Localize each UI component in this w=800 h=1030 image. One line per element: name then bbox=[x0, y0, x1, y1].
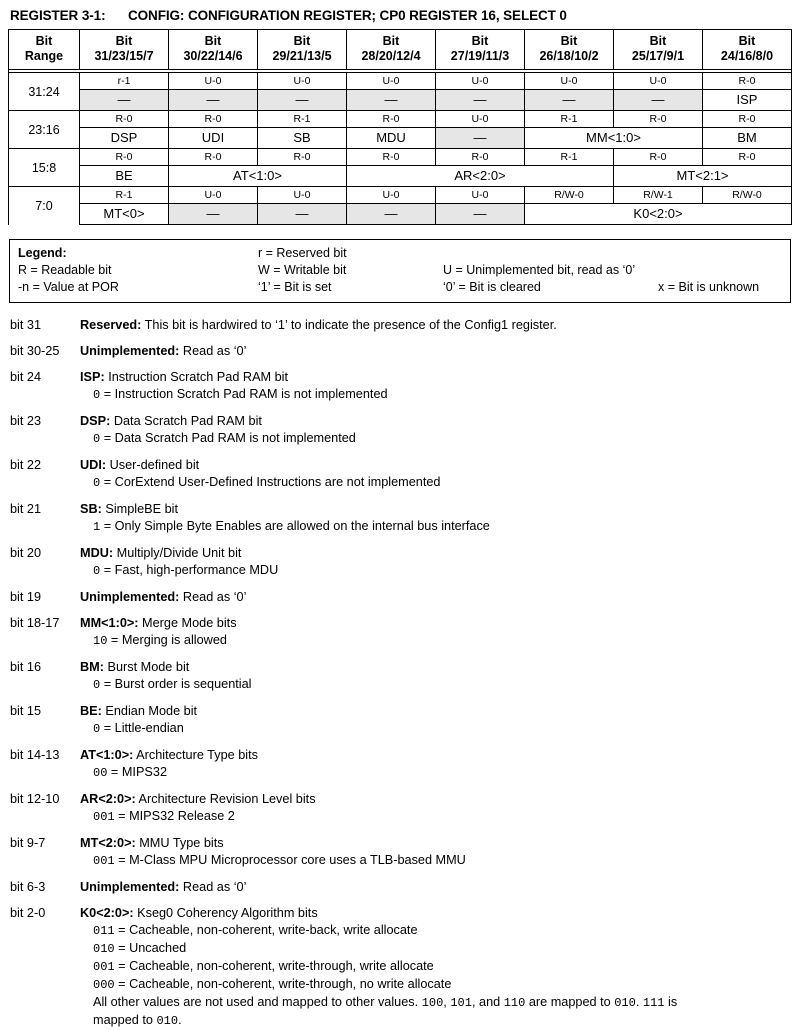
bit-attribute-cell: R/W-0 bbox=[525, 187, 614, 204]
bit-value-code: 001 bbox=[93, 810, 115, 824]
bit-field-name: UDI: bbox=[80, 458, 107, 472]
bit-range-cell: 23:16 bbox=[9, 111, 80, 149]
bit-attribute-cell: R-1 bbox=[525, 111, 614, 128]
column-header-line2: 26/18/10/2 bbox=[539, 49, 599, 63]
bit-description-body bbox=[80, 747, 792, 782]
bit-number-label: bit 14-13 bbox=[10, 748, 60, 762]
bit-value-line bbox=[80, 958, 752, 976]
bit-description-body bbox=[80, 835, 792, 870]
bit-description-body bbox=[80, 413, 792, 448]
bit-value-text: = Only Simple Byte Enables are allowed on the internal bus interface bbox=[100, 519, 490, 533]
bit-field-name-cell: DSP bbox=[80, 128, 169, 149]
bit-field-desc: Architecture Revision Level bits bbox=[135, 792, 316, 806]
bit-value-code: 0 bbox=[93, 476, 101, 490]
bit-description-item bbox=[8, 457, 792, 492]
legend-cell bbox=[443, 245, 658, 262]
bit-field-empty-cell: — bbox=[436, 204, 525, 225]
column-header-line1: Bit bbox=[204, 34, 222, 48]
bit-value-code: 010 bbox=[93, 942, 115, 956]
column-header-line1: Bit bbox=[738, 34, 756, 48]
table-row bbox=[9, 204, 792, 225]
bit-field-name-cell: MT<2:1> bbox=[614, 166, 792, 187]
bit-value-text: = MIPS32 Release 2 bbox=[114, 809, 235, 823]
bit-value-line bbox=[80, 386, 752, 404]
bit-field-name: K0<2:0>: bbox=[80, 906, 134, 920]
bit-number-label: bit 19 bbox=[10, 590, 42, 604]
column-header-3 bbox=[258, 30, 347, 70]
bit-value-line bbox=[80, 632, 752, 650]
bit-note-code: 100 bbox=[421, 996, 444, 1010]
bit-field-empty-cell: — bbox=[436, 90, 525, 111]
bit-attribute-cell: R-0 bbox=[80, 111, 169, 128]
bit-field-name-cell: ISP bbox=[703, 90, 792, 111]
bit-value-text: = Data Scratch Pad RAM is not implemented bbox=[100, 431, 356, 445]
table-row bbox=[9, 166, 792, 187]
bit-value-code: 10 bbox=[93, 634, 108, 648]
bit-description-body bbox=[80, 343, 792, 360]
column-header-line2: 28/20/12/4 bbox=[361, 49, 421, 63]
bit-description-item bbox=[8, 545, 792, 580]
bit-field-name: Unimplemented: bbox=[80, 880, 180, 894]
bit-attribute-cell: R-0 bbox=[80, 149, 169, 166]
bit-description-item bbox=[8, 589, 792, 606]
column-header-8 bbox=[703, 30, 792, 70]
bit-value-code: 1 bbox=[93, 520, 101, 534]
bit-field-empty-cell: — bbox=[347, 204, 436, 225]
legend-row bbox=[10, 245, 790, 262]
legend-cell: x = Bit is unknown bbox=[658, 280, 760, 294]
column-header-line1: Bit bbox=[115, 34, 133, 48]
bit-attribute-cell: R-0 bbox=[169, 149, 258, 166]
bit-value-line bbox=[80, 676, 752, 694]
column-header-line1: Bit bbox=[471, 34, 489, 48]
column-header-line1: Bit bbox=[382, 34, 400, 48]
bit-value-line bbox=[80, 562, 752, 580]
legend-cell: -n = Value at POR bbox=[18, 280, 119, 294]
bit-note-code: 111 bbox=[642, 996, 665, 1010]
bit-note bbox=[80, 994, 752, 1030]
bit-description-body bbox=[80, 659, 792, 694]
bit-description-body bbox=[80, 615, 792, 650]
bit-description-item bbox=[8, 791, 792, 826]
bit-description-body bbox=[80, 905, 792, 1030]
bit-attribute-cell: R-0 bbox=[258, 149, 347, 166]
column-header-line2: 24/16/8/0 bbox=[720, 49, 774, 63]
bit-field-desc: MMU Type bits bbox=[135, 836, 224, 850]
bit-value-code: 0 bbox=[93, 722, 101, 736]
bit-attribute-cell: R/W-1 bbox=[614, 187, 703, 204]
bit-attribute-cell: U-0 bbox=[525, 73, 614, 90]
bit-description-item bbox=[8, 317, 792, 334]
legend-box bbox=[9, 239, 791, 303]
bit-attribute-cell: R-0 bbox=[703, 149, 792, 166]
bit-field-desc: User-defined bit bbox=[106, 458, 200, 472]
bit-value-line bbox=[80, 940, 752, 958]
bit-description-item bbox=[8, 835, 792, 870]
bit-note-text: . bbox=[178, 1013, 182, 1027]
bit-note-text: , and bbox=[471, 995, 504, 1009]
page-title bbox=[10, 8, 792, 23]
bit-description-item bbox=[8, 615, 792, 650]
bit-value-line bbox=[80, 720, 752, 738]
bit-field-empty-cell: — bbox=[614, 90, 703, 111]
bit-field-desc: Multiply/Divide Unit bit bbox=[113, 546, 242, 560]
legend-cell bbox=[658, 245, 790, 262]
bit-note-text: . bbox=[635, 995, 643, 1009]
register-title-label: REGISTER 3-1: bbox=[10, 8, 106, 23]
bit-description-body bbox=[80, 703, 792, 738]
bit-field-desc: Architecture Type bits bbox=[133, 748, 258, 762]
bit-value-text: = Cacheable, non-coherent, write-through, no write allocate bbox=[114, 977, 452, 991]
bit-field-desc: Read as ‘0’ bbox=[179, 880, 247, 894]
bit-descriptions bbox=[8, 317, 792, 1030]
column-header-4 bbox=[347, 30, 436, 70]
bit-value-code: 0 bbox=[93, 564, 101, 578]
bit-field-name-cell: UDI bbox=[169, 128, 258, 149]
bit-value-line bbox=[80, 430, 752, 448]
bit-field-name: BM: bbox=[80, 660, 104, 674]
bit-description-item bbox=[8, 747, 792, 782]
bit-description-item bbox=[8, 343, 792, 360]
column-header-line2: Range bbox=[24, 49, 64, 63]
bit-attribute-cell: R-0 bbox=[614, 149, 703, 166]
legend-cell: ‘0’ = Bit is cleared bbox=[443, 280, 541, 294]
bit-attribute-cell: U-0 bbox=[258, 73, 347, 90]
bit-field-name-cell: MDU bbox=[347, 128, 436, 149]
bit-value-text: = Little-endian bbox=[100, 721, 184, 735]
bit-attribute-cell: R-1 bbox=[258, 111, 347, 128]
bit-attribute-cell: U-0 bbox=[347, 187, 436, 204]
bit-number-label: bit 15 bbox=[10, 704, 42, 718]
bit-field-empty-cell: — bbox=[436, 128, 525, 149]
bit-number-label: bit 2-0 bbox=[10, 906, 46, 920]
bit-field-name: DSP: bbox=[80, 414, 111, 428]
bit-description-body bbox=[80, 879, 792, 896]
bit-description-item bbox=[8, 501, 792, 536]
bit-number-label: bit 6-3 bbox=[10, 880, 46, 894]
bit-field-heading bbox=[80, 545, 752, 562]
bit-field-heading bbox=[80, 905, 752, 922]
bit-field-name: AT<1:0>: bbox=[80, 748, 134, 762]
bit-value-line bbox=[80, 764, 752, 782]
column-header-line2: 29/21/13/5 bbox=[272, 49, 332, 63]
bit-field-empty-cell: — bbox=[169, 204, 258, 225]
bit-field-name: SB: bbox=[80, 502, 102, 516]
bit-number-label: bit 21 bbox=[10, 502, 42, 516]
bit-value-code: 00 bbox=[93, 766, 108, 780]
bit-field-name-cell: K0<2:0> bbox=[525, 204, 792, 225]
column-header-7 bbox=[614, 30, 703, 70]
bit-attribute-cell: U-0 bbox=[347, 73, 436, 90]
bit-number-label: bit 31 bbox=[10, 318, 42, 332]
bit-field-desc: Endian Mode bit bbox=[101, 704, 198, 718]
bit-attribute-cell: R-0 bbox=[169, 111, 258, 128]
bit-attribute-cell: R-0 bbox=[703, 111, 792, 128]
bit-note-text: is mapped to bbox=[93, 995, 678, 1027]
bit-field-heading bbox=[80, 615, 752, 632]
bit-attribute-cell: U-0 bbox=[436, 73, 525, 90]
bit-field-heading bbox=[80, 879, 752, 896]
bit-description-body bbox=[80, 589, 792, 606]
legend-cell: W = Writable bit bbox=[258, 263, 347, 277]
bit-description-body bbox=[80, 501, 792, 536]
bit-value-line bbox=[80, 976, 752, 994]
bit-field-empty-cell: — bbox=[169, 90, 258, 111]
column-header-line2: 27/19/11/3 bbox=[450, 49, 510, 63]
bit-field-heading bbox=[80, 791, 752, 808]
bit-field-name: Unimplemented: bbox=[80, 344, 180, 358]
bit-value-code: 0 bbox=[93, 388, 101, 402]
bit-attribute-cell: R-0 bbox=[436, 149, 525, 166]
bit-number-label: bit 22 bbox=[10, 458, 42, 472]
bit-description-body bbox=[80, 791, 792, 826]
bit-value-text: = M-Class MPU Microprocessor core uses a TLB-based MMU bbox=[114, 853, 466, 867]
bit-range-cell: 7:0 bbox=[9, 187, 80, 225]
bit-number-label: bit 9-7 bbox=[10, 836, 46, 850]
bit-attribute-cell: R-0 bbox=[703, 73, 792, 90]
bit-value-text: = Cacheable, non-coherent, write-back, write allocate bbox=[114, 923, 418, 937]
bit-field-name-cell: AR<2:0> bbox=[347, 166, 614, 187]
bit-description-item bbox=[8, 659, 792, 694]
bit-description-item bbox=[8, 369, 792, 404]
register-title-text: CONFIG: CONFIGURATION REGISTER; CP0 REGISTER 16, SELECT 0 bbox=[128, 8, 567, 23]
bit-attribute-cell: U-0 bbox=[436, 187, 525, 204]
bit-field-desc: Burst Mode bit bbox=[103, 660, 190, 674]
column-header-line1: Bit bbox=[293, 34, 311, 48]
legend-row bbox=[10, 279, 790, 296]
bit-value-line bbox=[80, 808, 752, 826]
bit-field-name: MT<2:0>: bbox=[80, 836, 136, 850]
bit-field-heading bbox=[80, 747, 752, 764]
bit-attribute-cell: U-0 bbox=[614, 73, 703, 90]
bit-note-code: 010 bbox=[156, 1014, 179, 1028]
bit-value-text: = Uncached bbox=[114, 941, 187, 955]
bit-note-text: All other values are not used and mapped to other values. bbox=[93, 995, 422, 1009]
column-header-line2: 31/23/15/7 bbox=[94, 49, 154, 63]
bit-number-label: bit 30-25 bbox=[10, 344, 60, 358]
bit-field-name: Reserved: bbox=[80, 318, 142, 332]
column-header-2 bbox=[169, 30, 258, 70]
table-row bbox=[9, 90, 792, 111]
bit-field-heading bbox=[80, 413, 752, 430]
bit-value-text: = Merging is allowed bbox=[107, 633, 227, 647]
bit-attribute-cell: R-0 bbox=[347, 111, 436, 128]
bit-field-desc: Merge Mode bits bbox=[138, 616, 237, 630]
bit-value-code: 001 bbox=[93, 960, 115, 974]
table-body bbox=[9, 70, 792, 225]
bit-value-text: = CorExtend User-Defined Instructions are not implemented bbox=[100, 475, 441, 489]
bit-description-body bbox=[80, 369, 792, 404]
column-header-1 bbox=[80, 30, 169, 70]
column-header-0 bbox=[9, 30, 80, 70]
register-bit-table bbox=[8, 29, 792, 225]
bit-range-cell: 31:24 bbox=[9, 73, 80, 111]
bit-note-code: 110 bbox=[503, 996, 526, 1010]
legend-cell: U = Unimplemented bit, read as ‘0’ bbox=[443, 263, 636, 277]
bit-field-heading bbox=[80, 457, 752, 474]
bit-field-heading bbox=[80, 703, 752, 720]
legend-cell: Legend: bbox=[18, 246, 67, 260]
table-header-row bbox=[9, 30, 792, 70]
bit-field-desc: Kseg0 Coherency Algorithm bits bbox=[133, 906, 318, 920]
bit-number-label: bit 23 bbox=[10, 414, 42, 428]
bit-value-line bbox=[80, 852, 752, 870]
bit-attribute-cell: R-1 bbox=[525, 149, 614, 166]
table-header bbox=[9, 30, 792, 70]
legend-cell bbox=[658, 262, 790, 279]
bit-field-name-cell: BE bbox=[80, 166, 169, 187]
bit-field-desc: Data Scratch Pad RAM bit bbox=[110, 414, 262, 428]
bit-value-text: = MIPS32 bbox=[107, 765, 167, 779]
bit-number-label: bit 12-10 bbox=[10, 792, 60, 806]
bit-field-desc: SimpleBE bit bbox=[101, 502, 179, 516]
table-row bbox=[9, 149, 792, 166]
bit-value-line bbox=[80, 922, 752, 940]
bit-attribute-cell: U-0 bbox=[258, 187, 347, 204]
bit-value-text: = Cacheable, non-coherent, write-through, write allocate bbox=[114, 959, 434, 973]
bit-field-name-cell: SB bbox=[258, 128, 347, 149]
bit-value-text: = Fast, high-performance MDU bbox=[100, 563, 279, 577]
bit-value-code: 011 bbox=[93, 924, 115, 938]
bit-value-line bbox=[80, 474, 752, 492]
bit-number-label: bit 16 bbox=[10, 660, 42, 674]
bit-field-name-cell: BM bbox=[703, 128, 792, 149]
column-header-line1: Bit bbox=[649, 34, 667, 48]
bit-field-heading bbox=[80, 835, 752, 852]
bit-description-body bbox=[80, 545, 792, 580]
bit-value-code: 0 bbox=[93, 678, 101, 692]
bit-attribute-cell: R-0 bbox=[347, 149, 436, 166]
bit-number-label: bit 24 bbox=[10, 370, 42, 384]
bit-field-name: MDU: bbox=[80, 546, 114, 560]
bit-note-text: , bbox=[443, 995, 451, 1009]
bit-field-name: BE: bbox=[80, 704, 102, 718]
bit-field-heading bbox=[80, 501, 752, 518]
bit-range-cell: 15:8 bbox=[9, 149, 80, 187]
bit-value-code: 000 bbox=[93, 978, 115, 992]
table-row bbox=[9, 73, 792, 90]
bit-attribute-cell: U-0 bbox=[169, 187, 258, 204]
table-row bbox=[9, 128, 792, 149]
bit-field-heading bbox=[80, 659, 752, 676]
bit-attribute-cell: R/W-0 bbox=[703, 187, 792, 204]
bit-field-name-cell: MT<0> bbox=[80, 204, 169, 225]
bit-description-body bbox=[80, 457, 792, 492]
bit-field-empty-cell: — bbox=[258, 90, 347, 111]
bit-field-empty-cell: — bbox=[347, 90, 436, 111]
legend-cell: ‘1’ = Bit is set bbox=[258, 280, 332, 294]
bit-field-heading bbox=[80, 343, 752, 360]
bit-attribute-cell: R-0 bbox=[614, 111, 703, 128]
bit-field-heading bbox=[80, 369, 752, 386]
bit-field-heading bbox=[80, 317, 752, 334]
bit-field-name: Unimplemented: bbox=[80, 590, 180, 604]
bit-value-line bbox=[80, 518, 752, 536]
bit-note-text: are mapped to bbox=[525, 995, 615, 1009]
bit-value-text: = Burst order is sequential bbox=[100, 677, 252, 691]
table-row bbox=[9, 111, 792, 128]
column-header-line2: 30/22/14/6 bbox=[183, 49, 243, 63]
table-row bbox=[9, 187, 792, 204]
bit-value-code: 001 bbox=[93, 854, 115, 868]
bit-note-code: 101 bbox=[450, 996, 472, 1010]
bit-value-code: 0 bbox=[93, 432, 101, 446]
bit-field-name: AR<2:0>: bbox=[80, 792, 136, 806]
bit-attribute-cell: r-1 bbox=[80, 73, 169, 90]
bit-field-name: MM<1:0>: bbox=[80, 616, 139, 630]
bit-field-empty-cell: — bbox=[525, 90, 614, 111]
legend-row bbox=[10, 262, 790, 279]
bit-description-item bbox=[8, 703, 792, 738]
bit-description-body bbox=[80, 317, 792, 334]
bit-field-heading bbox=[80, 589, 752, 606]
column-header-line1: Bit bbox=[35, 34, 53, 48]
bit-field-name-cell: MM<1:0> bbox=[525, 128, 703, 149]
bit-number-label: bit 18-17 bbox=[10, 616, 60, 630]
bit-description-item bbox=[8, 413, 792, 448]
bit-description-item bbox=[8, 905, 792, 1030]
bit-attribute-cell: U-0 bbox=[169, 73, 258, 90]
bit-attribute-cell: R-1 bbox=[80, 187, 169, 204]
bit-number-label: bit 20 bbox=[10, 546, 42, 560]
legend-cell: r = Reserved bit bbox=[258, 246, 347, 260]
column-header-line1: Bit bbox=[560, 34, 578, 48]
bit-field-empty-cell: — bbox=[258, 204, 347, 225]
column-header-6 bbox=[525, 30, 614, 70]
bit-attribute-cell: U-0 bbox=[436, 111, 525, 128]
bit-field-desc: Read as ‘0’ bbox=[179, 344, 247, 358]
bit-note-code: 010 bbox=[614, 996, 636, 1010]
column-header-line2: 25/17/9/1 bbox=[631, 49, 685, 63]
bit-field-desc: This bit is hardwired to ‘1’ to indicate the presence of the Config1 register. bbox=[141, 318, 557, 332]
column-header-5 bbox=[436, 30, 525, 70]
bit-field-desc: Read as ‘0’ bbox=[179, 590, 247, 604]
bit-field-name: ISP: bbox=[80, 370, 105, 384]
bit-value-text: = Instruction Scratch Pad RAM is not implemented bbox=[100, 387, 388, 401]
bit-field-desc: Instruction Scratch Pad RAM bit bbox=[104, 370, 289, 384]
bit-field-empty-cell: — bbox=[80, 90, 169, 111]
bit-field-name-cell: AT<1:0> bbox=[169, 166, 347, 187]
bit-description-item bbox=[8, 879, 792, 896]
legend-cell: R = Readable bit bbox=[18, 263, 112, 277]
